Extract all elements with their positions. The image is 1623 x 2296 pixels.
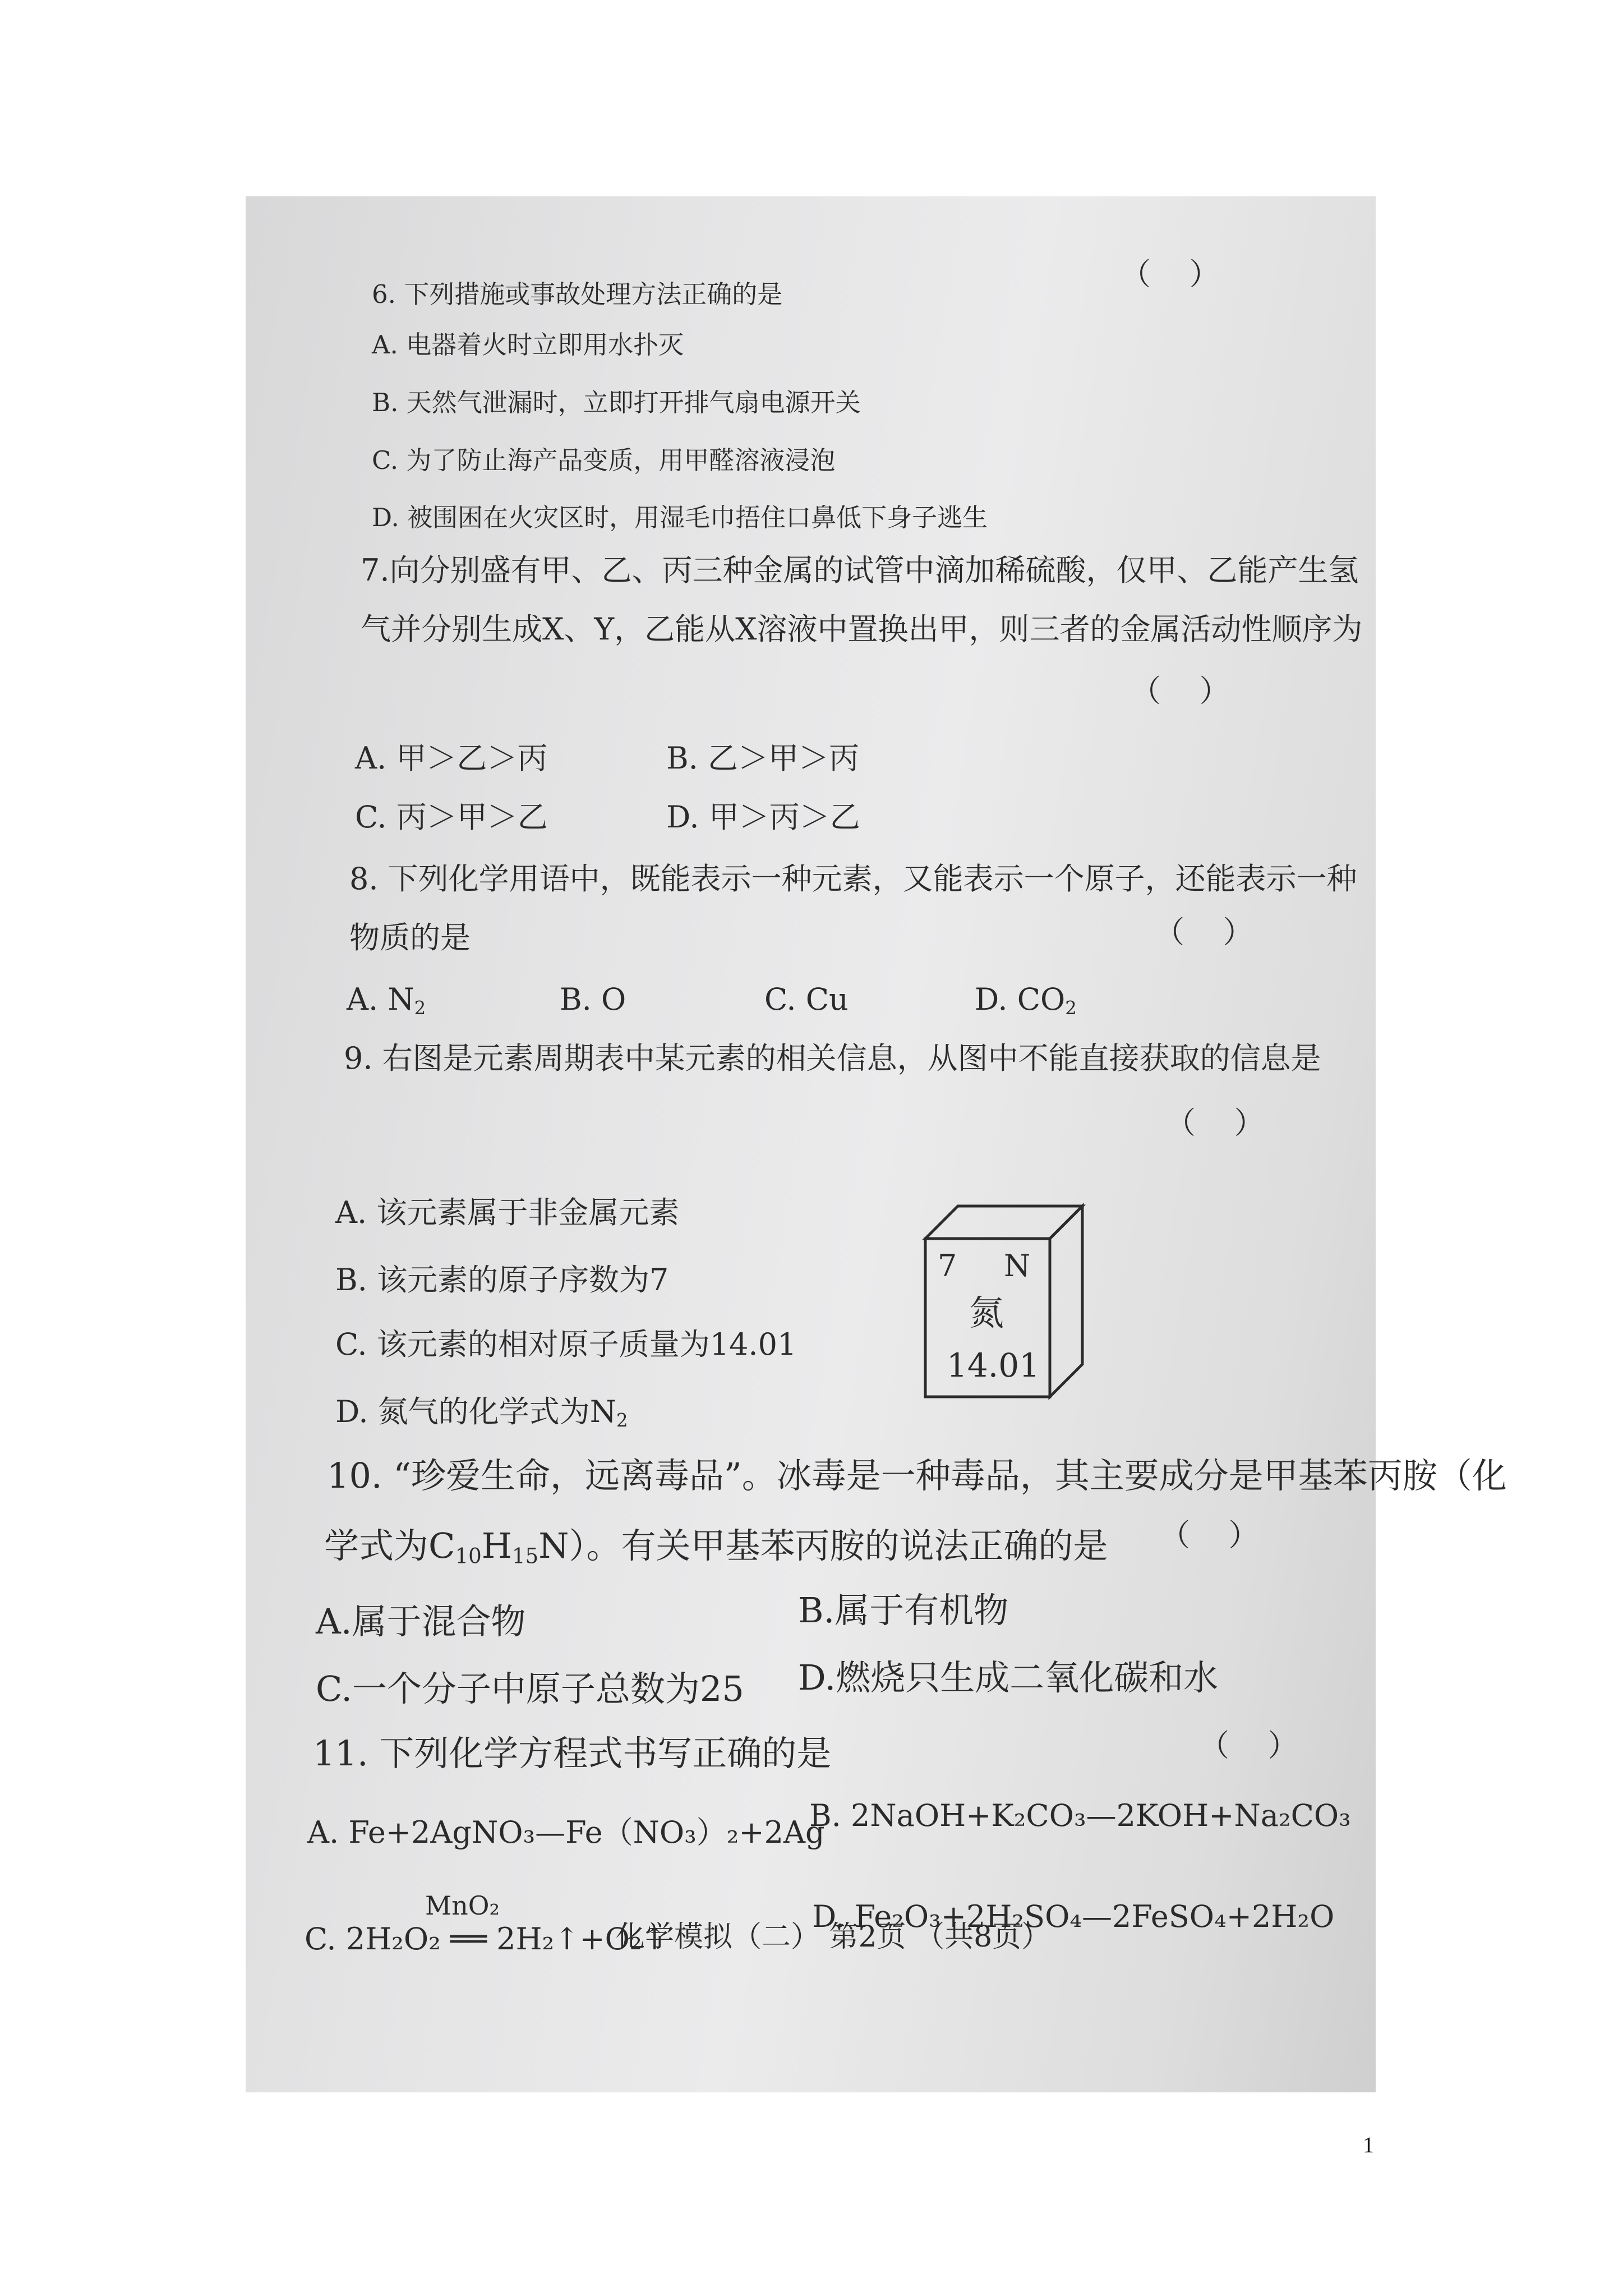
q8-answer-paren: （ ） — [1154, 914, 1253, 950]
q6-option-d: D. 被围困在火灾区时，用湿毛巾捂住口鼻低下身子逃生 — [372, 503, 988, 532]
q8-option-d: D. $CO_2$ — [975, 982, 1077, 1019]
q7-option-d: D. 甲＞丙＞乙 — [666, 799, 860, 835]
q7-stem-line2: 气并分别生成X、Y，乙能从X溶液中置换出甲，则三者的金属活动性顺序为 — [361, 611, 1363, 647]
page-footer: 化学模拟（二） 第2页 （共8页） — [616, 1920, 1051, 1954]
q9-option-b: B. 该元素的原子序数为7 — [335, 1262, 669, 1297]
q10-stem-line1: 10. “珍爱生命，远离毒品”。冰毒是一种毒品，其主要成分是甲基苯丙胺（化 — [327, 1455, 1507, 1496]
q7-option-a: A. 甲＞乙＞丙 — [355, 740, 548, 776]
exam-photo — [246, 196, 1507, 2092]
q6-option-b: B. 天然气泄漏时，立即打开排气扇电源开关 — [372, 388, 861, 417]
q11-catalyst-label: MnO₂ — [425, 1890, 500, 1921]
page-number: 1 — [1363, 2132, 1374, 2157]
q11-option-c: C. 2H₂O₂ ══ 2H₂↑+O₂↑ — [305, 1921, 667, 1957]
q8-stem-line2: 物质的是 — [349, 920, 471, 955]
q8-stem-line1: 8. 下列化学用语中，既能表示一种元素，又能表示一个原子，还能表示一种 — [349, 861, 1357, 896]
q10-option-b: B.属于有机物 — [798, 1590, 1009, 1631]
element-atomic-mass: 14.01 — [947, 1346, 1040, 1384]
q7-answer-paren: （ ） — [1131, 673, 1230, 708]
q8-option-b: B. O — [560, 982, 626, 1017]
q8-option-a: A. $N_2$ — [347, 982, 426, 1019]
q11-answer-paren: （ ） — [1199, 1728, 1298, 1763]
q10-answer-paren: （ ） — [1160, 1517, 1259, 1553]
q10-stem-line2: 学式为$C_{10}H_{15}N$）。有关甲基苯丙胺的说法正确的是 — [324, 1525, 1108, 1568]
element-name: 氮 — [969, 1292, 1004, 1333]
q6-stem: 6. 下列措施或事故处理方法正确的是 — [372, 279, 783, 309]
q8-option-c: C. Cu — [764, 982, 849, 1017]
q10-option-d: D.燃烧只生成二氧化碳和水 — [798, 1657, 1219, 1698]
q9-option-c: C. 该元素的相对原子质量为14.01 — [335, 1327, 797, 1362]
q10-option-c: C.一个分子中原子总数为25 — [316, 1668, 744, 1709]
q11-option-a: A. Fe+2AgNO₃—Fe（NO₃）₂+2Ag — [307, 1815, 825, 1850]
element-symbol: N — [1004, 1248, 1031, 1283]
q7-stem-line1: 7.向分别盛有甲、乙、丙三种金属的试管中滴加稀硫酸，仅甲、乙能产生氢 — [361, 553, 1359, 588]
element-tile-figure — [925, 1206, 1094, 1400]
q6-answer-paren: （ ） — [1121, 256, 1220, 292]
q6-option-a: A. 电器着火时立即用水扑灭 — [372, 330, 684, 360]
q7-option-b: B. 乙＞甲＞丙 — [666, 740, 860, 776]
q9-stem: 9. 右图是元素周期表中某元素的相关信息，从图中不能直接获取的信息是 — [344, 1041, 1321, 1076]
q9-answer-paren: （ ） — [1165, 1105, 1265, 1140]
q11-option-b: B. 2NaOH+K₂CO₃—2KOH+Na₂CO₃ — [809, 1798, 1351, 1833]
q9-option-a: A. 该元素属于非金属元素 — [335, 1195, 680, 1230]
q6-option-c: C. 为了防止海产品变质，用甲醛溶液浸泡 — [372, 445, 836, 475]
q11-stem: 11. 下列化学方程式书写正确的是 — [313, 1733, 832, 1774]
q10-option-a: A.属于混合物 — [316, 1601, 526, 1642]
q11-option-d: D. Fe₂O₃+2H₂SO₄—2FeSO₄+2H₂O — [812, 1899, 1335, 1934]
q7-option-c: C. 丙＞甲＞乙 — [355, 799, 548, 835]
q9-option-d: D. 氮气的化学式为$N_2$ — [335, 1394, 628, 1432]
element-atomic-number: 7 — [938, 1248, 957, 1283]
